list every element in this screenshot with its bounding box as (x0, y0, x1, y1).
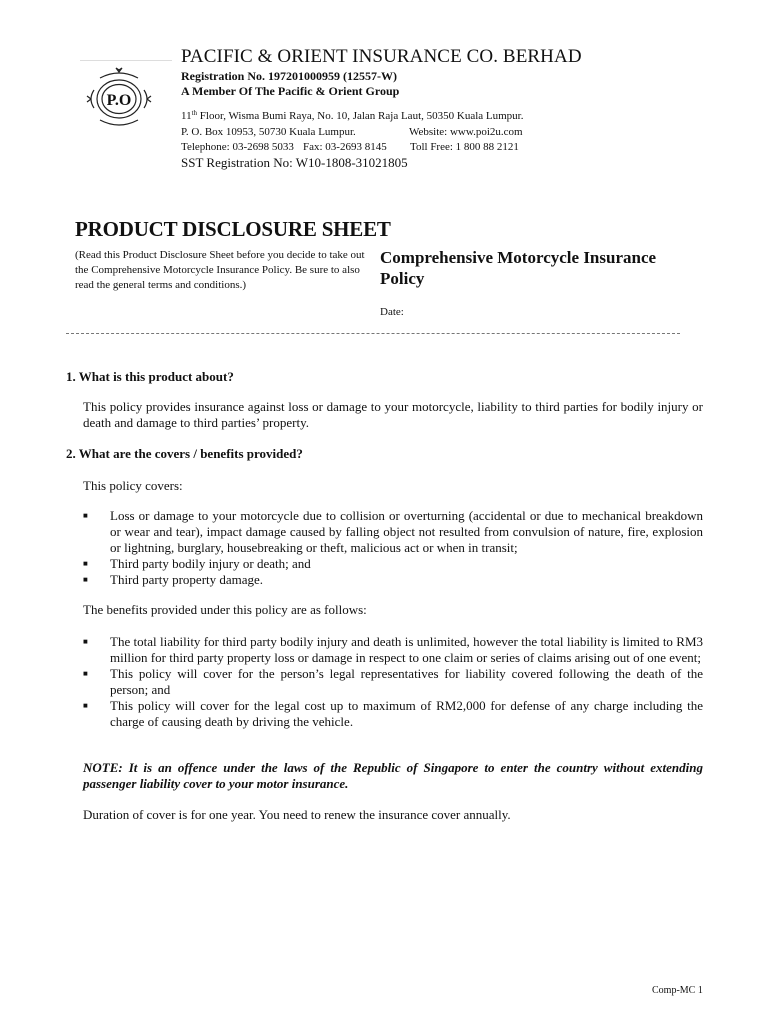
product-title: Comprehensive Motorcycle Insurance Policy (380, 248, 657, 288)
list-item: ■ Third party bodily injury or death; and (83, 556, 311, 571)
website: Website: www.poi2u.com (409, 126, 523, 138)
duration-of-cover: Duration of cover is for one year. You need to renew the insurance cover annually. (83, 807, 511, 822)
covers-intro: This policy covers: (83, 478, 183, 493)
bullet-icon: ■ (83, 559, 88, 568)
telephone: Telephone: 03-2698 5033 (181, 141, 294, 153)
fax: Fax: 03-2693 8145 (303, 141, 387, 153)
bullet-icon: ■ (83, 669, 88, 678)
benefits-list (83, 634, 703, 730)
list-item: ■ This policy will cover for the person’s legal representatives for liability covered following the death of the person; and (83, 666, 703, 697)
list-item: ■ Loss or damage to your motorcycle due to collision or overturning (accidental or due to mechanical breakdown or wear and tear), impact damage caused by falling object not resulted from convulsion of nature, fire, explosion or lightning, burglary, housebreaking or theft, malicious act or when in transit; (83, 508, 703, 555)
benefits-intro: The benefits provided under this policy are as follows: (83, 602, 367, 617)
sst-registration: SST Registration No: W10-1808-31021805 (181, 155, 408, 170)
date-label: Date: (380, 306, 404, 318)
list-item: ■ Third party property damage. (83, 572, 264, 587)
toll-free: Toll Free: 1 800 88 2121 (410, 141, 519, 153)
header-rule (80, 60, 172, 61)
list-item: ■ The total liability for third party bodily injury and death is unlimited, however the total liability is limited to RM3 million for third party property loss or damage in respect to one claim or series of claims arising out of one event; (83, 634, 703, 665)
address-line-2: P. O. Box 10953, 50730 Kuala Lumpur. Website: www.poi2u.com (181, 126, 523, 138)
address-line-1: 11th Floor, Wisma Bumi Raya, No. 10, Jalan Raja Laut, 50350 Kuala Lumpur. (181, 109, 524, 122)
section-1-body: This policy provides insurance against loss or damage to your motorcycle, liability to third parties for bodily injury or death and damage to third parties’ property. (83, 399, 703, 430)
registration-number: Registration No. 197201000959 (12557-W) (181, 69, 397, 83)
document-title: PRODUCT DISCLOSURE SHEET (75, 217, 391, 241)
list-item: ■ This policy will cover for the legal cost up to maximum of RM2,000 for defense of any charge including the charge of causing death by driving the vehicle. (83, 698, 703, 729)
contact-line (181, 141, 519, 153)
section-2-heading: 2. What are the covers / benefits provided? (66, 446, 303, 461)
bullet-icon: ■ (83, 511, 88, 520)
svg-text:P.O: P.O (106, 92, 132, 109)
group-membership: A Member Of The Pacific & Orient Group (181, 84, 400, 98)
section-1-heading: 1. What is this product about? (66, 369, 234, 384)
bullet-icon: ■ (83, 575, 88, 584)
singapore-note: NOTE: It is an offence under the laws of the Republic of Singapore to enter the country without extending passenger liability cover to your motor insurance. (83, 760, 703, 791)
bullet-icon: ■ (83, 637, 88, 646)
bullet-icon: ■ (83, 701, 88, 710)
section-divider (66, 333, 680, 334)
company-logo (80, 66, 158, 132)
page-reference: Comp-MC 1 (652, 985, 703, 996)
company-name: PACIFIC & ORIENT INSURANCE CO. BERHAD (181, 46, 582, 67)
covers-list (83, 508, 703, 588)
document-instructions: (Read this Product Disclosure Sheet before you decide to take out the Comprehensive Motorcycle Insurance Policy. Be sure to also read the general terms and conditions.) (75, 249, 365, 291)
